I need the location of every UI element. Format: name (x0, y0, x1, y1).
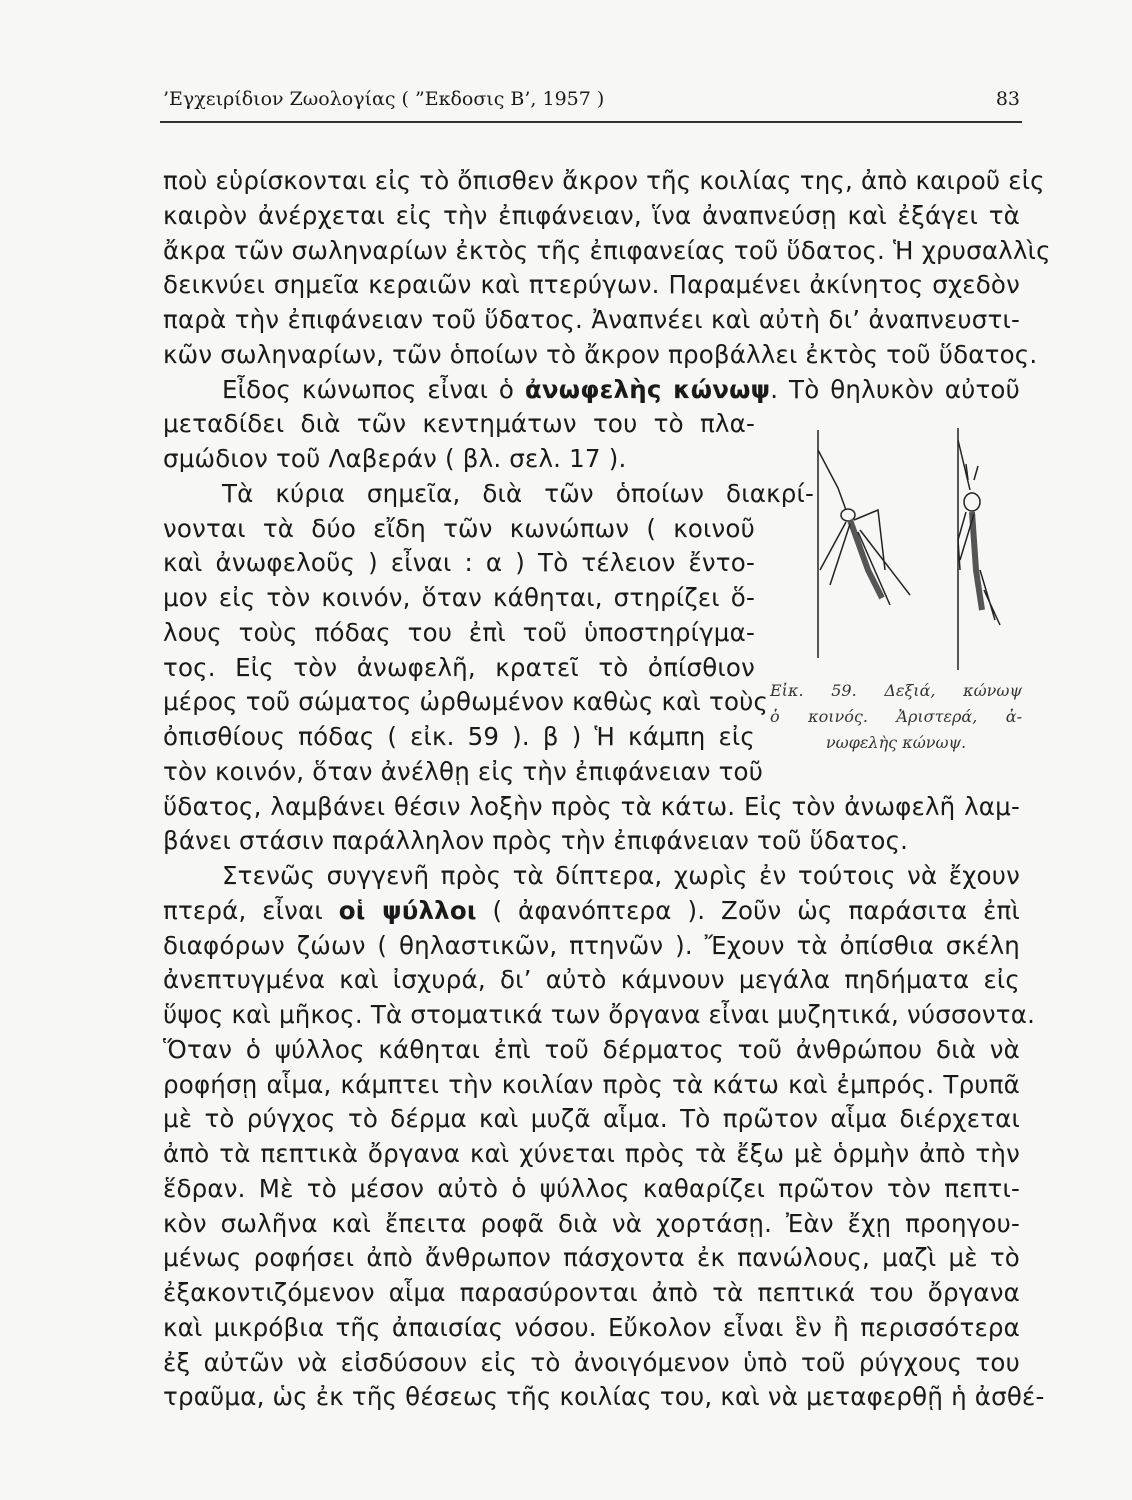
caption-line: νωφελὴς κώνωψ. (825, 733, 967, 752)
bold-term: ἀνωφελὴς κώνωψ (524, 374, 771, 404)
text-line (163, 931, 1020, 961)
text-segment: ροφήσῃ αἷμα, κάμπτει τὴν κοιλίαν πρὸς τὰ κάτω καὶ ἐμπρός. Τρυπᾶ (163, 1069, 1020, 1099)
text-line (222, 861, 1020, 891)
text-line (163, 618, 755, 648)
text-line (163, 756, 764, 787)
text-line (163, 305, 1020, 335)
figure-caption (770, 678, 1022, 756)
text-segment: παρὰ τὴν ἐπιφάνειαν τοῦ ὕδατος. Ἀναπνέει καὶ αὐτὴ δι’ ἀναπνευστι- (163, 305, 1020, 334)
text-segment: καὶ μικρόβια τῆς ἀπαισίας νόσου. Εὔκολον εἶναι ἓν ἢ περισσότερα (163, 1312, 1020, 1342)
text-segment: σμώδιον τοῦ Λαβεράν ( βλ. σελ. 17 ). (163, 444, 627, 473)
text-segment: μεταδίδει διὰ τῶν κεντημάτων του τὸ πλα- (163, 409, 755, 439)
text-line (163, 1313, 1020, 1343)
text-line (163, 270, 1020, 300)
text-segment: κὸν σωλῆνα καὶ ἔπειτα ροφᾶ διὰ νὰ χορτάσῃ. Ἐὰν ἔχῃ προηγου- (163, 1208, 1020, 1238)
text-line (163, 1243, 1020, 1273)
mosquito-figure (790, 420, 1010, 680)
text-line (222, 479, 814, 509)
text-line (163, 792, 1020, 822)
text-segment: τος. Εἰς τὸν ἀνωφελῆ, κρατεῖ τὸ ὀπίσθιον (163, 652, 755, 682)
text-segment: ἄκρα τῶν σωληναρίων ἐκτὸς τῆς ἐπιφανείας τοῦ ὕδατος. Ἡ χρυσαλλὶς (163, 235, 1051, 265)
text-line (163, 583, 755, 613)
text-line (163, 1035, 1020, 1065)
text-line (163, 687, 769, 717)
text-segment: διαφόρων ζώων ( θηλαστικῶν, πτηνῶν ). Ἔχουν τὰ ὀπίσθια σκέλη (163, 930, 1020, 960)
text-segment: ἐξ αὐτῶν νὰ εἰσδύσουν εἰς τὸ ἀνοιγόμενον ὑπὸ τοῦ ρύγχους του (163, 1347, 1020, 1377)
text-segment: τὸν κοινόν, ὅταν ἀνέλθῃ εἰς τὴν ἐπιφάνειαν τοῦ (163, 756, 764, 786)
text-segment: καιρὸν ἀνέρχεται εἰς τὴν ἐπιφάνειαν, ἵνα ἀναπνεύσῃ καὶ ἐξάγει τὰ (163, 200, 1020, 230)
text-line (163, 444, 755, 474)
caption-line: Εἰκ. 59. Δεξιά, κώνωψ (770, 681, 1022, 700)
text-segment: δεικνύει σημεῖα κεραιῶν καὶ πτερύγων. Παραμένει ἀκίνητος σχεδὸν (163, 270, 1020, 300)
text-line (163, 166, 1045, 196)
text-segment: μένως ροφήσει ἀπὸ ἄνθρωπον πάσχοντα ἐκ πανώλους, μαζὶ μὲ τὸ (163, 1243, 1020, 1273)
text-segment: Ὅταν ὁ ψύλλος κάθηται ἐπὶ τοῦ δέρματος τοῦ ἀνθρώπου διὰ νὰ (163, 1034, 1020, 1064)
text-line (163, 201, 1020, 231)
text-line (163, 896, 1020, 926)
text-line (163, 722, 755, 752)
text-line (163, 1070, 1020, 1100)
text-segment: ( ἀφανόπτερα ). Ζοῦν ὡς παράσιτα ἐπὶ (476, 895, 1020, 925)
text-segment: μέρος τοῦ σώματος ὠρθωμένον καθὼς καὶ τοὺς (163, 687, 769, 717)
text-line (163, 548, 755, 578)
text-segment: μὲ τὸ ρύγχος τὸ δέρμα καὶ μυζᾶ αἷμα. Τὸ πρῶτον αἷμα διέρχεται (163, 1104, 1020, 1134)
text-line (163, 653, 755, 683)
text-segment: ἐξακοντιζόμενον αἷμα παρασύρονται ἀπὸ τὰ πεπτικά του ὄργανα (163, 1278, 1020, 1307)
text-segment: λους τοὺς πόδας του ἐπὶ τοῦ ὑποστηρίγμα- (163, 617, 755, 647)
text-segment: πτερά, εἶναι (163, 895, 339, 925)
text-segment: τραῦμα, ὡς ἐκ τῆς θέσεως τῆς κοιλίας του, καὶ νὰ μεταφερθῇ ἡ ἀσθέ- (163, 1382, 1045, 1412)
text-segment: ἀνεπτυγμένα καὶ ἰσχυρά, δι’ αὐτὸ κάμνουν μεγάλα πηδήματα εἰς (163, 965, 1020, 995)
page-number: 83 (995, 88, 1020, 110)
text-line (163, 235, 1051, 266)
text-line (163, 1104, 1020, 1134)
bold-term: οἱ ψύλλοι (338, 895, 477, 925)
culex-mosquito (958, 440, 1000, 625)
text-line (163, 339, 1038, 370)
text-line (163, 1174, 1020, 1204)
text-segment: ὕδατος, λαμβάνει θέσιν λοξὴν πρὸς τὰ κάτω. Εἰς τὸν ἀνωφελῆ λαμ- (163, 791, 1020, 821)
text-line (163, 1139, 1020, 1169)
text-segment: Στενῶς συγγενῆ πρὸς τὰ δίπτερα, χωρὶς ἐν τούτοις νὰ ἔχουν (222, 861, 1020, 890)
header-rule (160, 121, 1022, 123)
running-header (163, 84, 1020, 118)
text-line (163, 1209, 1020, 1239)
text-segment: . Τὸ θηλυκὸν αὐτοῦ (770, 374, 1020, 404)
text-segment: βάνει στάσιν παράλληλον πρὸς τὴν ἐπιφάνειαν τοῦ ὕδατος. (163, 826, 909, 856)
text-segment: κῶν σωληναρίων, τῶν ὁποίων τὸ ἄκρον προβάλλει ἐκτὸς τοῦ ὕδατος. (163, 339, 1038, 369)
text-line (163, 409, 755, 439)
anopheles-mosquito (818, 450, 910, 605)
text-line (222, 375, 1020, 405)
text-segment: μον εἰς τὸν κοινόν, ὅταν κάθηται, στηρίζει ὅ- (163, 583, 755, 612)
text-line (163, 1278, 1020, 1308)
header-title: ’Εγχειρίδιον Ζωολογίας ( ”Εκδοσις Β’, 1957 ) (163, 88, 605, 110)
text-segment: νονται τὰ δύο εἴδη τῶν κωνώπων ( κοινοῦ (163, 513, 755, 543)
text-line (163, 1382, 1045, 1412)
text-segment: ὀπισθίους πόδας ( εἰκ. 59 ). β ) Ἡ κάμπη εἰς (163, 722, 755, 751)
text-segment: ποὺ εὑρίσκονται εἰς τὸ ὄπισθεν ἄκρον τῆς κοιλίας της, ἀπὸ καιροῦ εἰς (163, 166, 1045, 195)
text-segment: καὶ ἀνωφελοῦς ) εἶναι : α ) Τὸ τέλειον ἔντο- (163, 548, 755, 578)
text-segment: ὕψος καὶ μῆκος. Τὰ στοματικά των ὄργανα εἶναι μυζητικά, νύσσοντα. (163, 1000, 1036, 1029)
text-segment: ἀπὸ τὰ πεπτικὰ ὄργανα καὶ χύνεται πρὸς τὰ ἔξω μὲ ὁρμὴν ἀπὸ τὴν (163, 1139, 1020, 1168)
text-line (163, 1348, 1020, 1378)
caption-line: ὁ κοινός. Ἀριστερά, ἀ- (770, 707, 1022, 726)
text-segment: ἕδραν. Μὲ τὸ μέσον αὐτὸ ὁ ψύλλος καθαρίζει πρῶτον τὸν πεπτι- (163, 1173, 1020, 1203)
text-segment: Τὰ κύρια σημεῖα, διὰ τῶν ὁποίων διακρί- (222, 478, 814, 508)
text-line (163, 826, 1020, 856)
text-line (163, 1000, 1036, 1030)
text-line (163, 514, 755, 544)
text-line (163, 965, 1020, 995)
text-segment: Εἶδος κώνωπος εἶναι ὁ (222, 374, 525, 404)
